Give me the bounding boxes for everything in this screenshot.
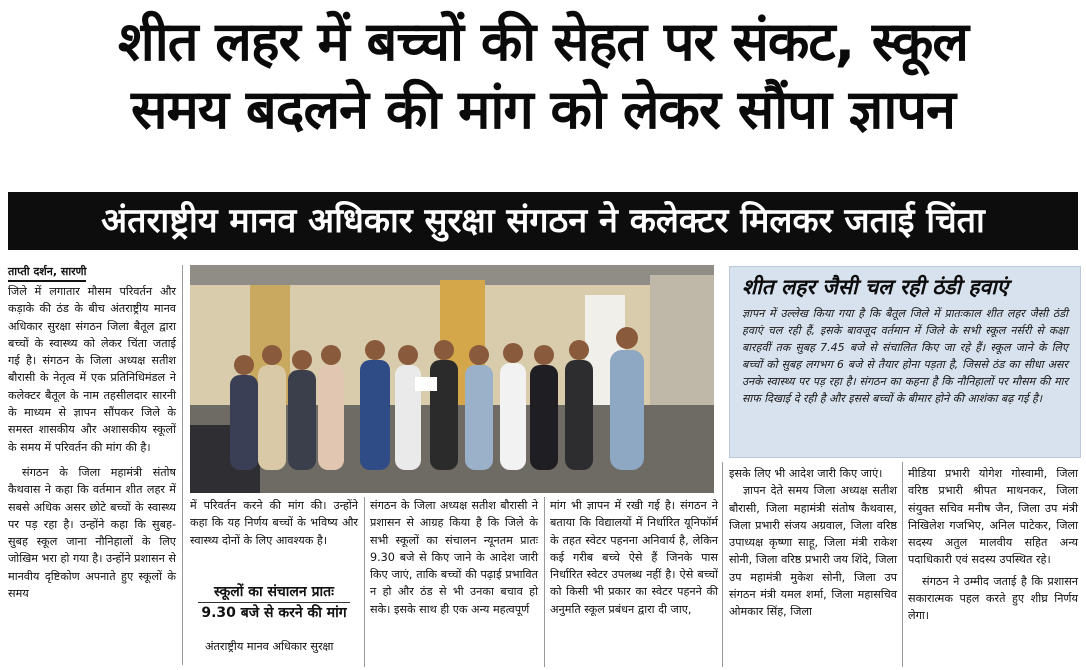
column-divider bbox=[722, 462, 723, 667]
group-photo-illustration bbox=[190, 265, 714, 493]
headline-line-2: समय बदलने की मांग को लेकर सौंपा ज्ञापन bbox=[131, 78, 955, 141]
highlight-box-title: शीत लहर जैसी चल रही ठंडी हवाएं bbox=[742, 275, 1009, 299]
paragraph: इसके लिए भी आदेश जारी किए जाएं। bbox=[729, 467, 883, 480]
paragraph: संगठन ने उम्मीद जताई है कि प्रशासन सकारात्मक पहल करते हुए शीघ्र निर्णय लेगा। bbox=[908, 574, 1078, 623]
subtitle-band: अंतराष्ट्रीय मानव अधिकार सुरक्षा संगठन ने कलेक्टर मिलकर जताई चिंता bbox=[8, 192, 1078, 250]
subhead-line-2: 9.30 बजे से करने की मांग bbox=[201, 605, 347, 621]
column-divider bbox=[364, 497, 365, 667]
article-column-4 bbox=[550, 497, 718, 618]
headline-line-1: शीत लहर में बच्चों की सेहत पर संकट, स्कूल bbox=[118, 10, 968, 73]
group-photo bbox=[190, 265, 714, 493]
section-subhead bbox=[190, 582, 358, 623]
headline bbox=[0, 8, 1086, 144]
article-column-3 bbox=[370, 497, 538, 618]
paragraph: जिले में लगातार मौसम परिवर्तन और कड़ाके की ठंड के बीच अंतराष्ट्रीय मानव अधिकार सुरक्षा संगठन जिला बैतूल द्वारा बच्चों के स्वास्थ्य को लेकर चिंता जताई गई है। संगठन के जिला अध्यक्ष सतीश बौरासी के नेतृत्व में एक प्रतिनिधिमंडल ने कलेक्टर बैतूल के नाम तहसीलदार सारनी के माध्यम से ज्ञापन सौंपकर जिले के समस्त शासकीय और अशासकीय स्कूलों के समय में परिवर्तन की मांग की है। bbox=[8, 285, 176, 454]
highlight-box-body: ज्ञापन में उल्लेख किया गया है कि बैतूल जिले में प्रातःकाल शीत लहर जैसी ठंडी हवाएं चल रही हैं, इसके बावजूद वर्तमान में जिले के सभी स्कूल नर्सरी से कक्षा बारहवीं तक सुबह 7.45 बजे से संचालित किए जा रहे हैं। स्कूल जाने के लिए बच्चों को सुबह लगभग 6 बजे से तैयार होना पड़ता है, जिससे ठंड का सीधा असर उनके स्वास्थ्य पर पड़ रहा है। संगठन का कहना है कि नौनिहालों पर मौसम की मार साफ दिखाई दे रही है और इससे बच्चों के बीमार होने की आशंका बढ़ गई है। bbox=[742, 307, 1068, 405]
paragraph: में परिवर्तन करने की मांग की। उन्होंने कहा कि यह निर्णय बच्चों के भविष्य और स्वास्थ्य दोनों के लिए आवश्यक है। bbox=[190, 499, 358, 547]
paragraph: ज्ञापन देते समय जिला अध्यक्ष सतीश बौरासी, जिला महामंत्री संतोष कैथवास, जिला प्रभारी संजय अग्रवाल, जिला वरिष्ठ उपाध्यक्ष कृष्णा साहू, जिला मंत्री राकेश सोनी, जिला वरिष्ठ प्रभारी जय शिंदे, जिला उप महामंत्री मुकेश सोनी, जिला उप संगठन मंत्री यमल शर्मा, जिला महासचिव ओमकार सिंह, जिला bbox=[729, 484, 897, 619]
column-divider bbox=[182, 265, 183, 665]
paragraph: अंतराष्ट्रीय मानव अधिकार सुरक्षा bbox=[205, 640, 334, 653]
article-column-1 bbox=[8, 283, 176, 602]
dateline: ताप्ती दर्शन, सारणी bbox=[8, 264, 86, 282]
article-column-2-tail bbox=[205, 638, 360, 655]
paragraph: मांग भी ज्ञापन में रखी गई है। संगठन ने बताया कि विद्यालयों में निर्धारित यूनिफॉर्म के तहत स्वेटर पहनना अनिवार्य है, लेकिन कई गरीब बच्चे ऐसे हैं जिनके पास निर्धारित स्वेटर उपलब्ध नहीं है। ऐसे बच्चों को किसी भी प्रकार का स्वेटर पहनने की अनुमति स्कूल प्रबंधन द्वारा दी जाए, bbox=[550, 499, 718, 616]
column-divider bbox=[902, 462, 903, 667]
subhead-line-1: स्कूलों का संचालन प्रातः bbox=[214, 584, 334, 600]
article-column-2 bbox=[190, 497, 358, 549]
paragraph: संगठन के जिला महामंत्री संतोष कैथवास ने कहा कि वर्तमान शीत लहर में सबसे अधिक असर छोटे बच्चों के स्वास्थ्य पर पड़ रहा है। उन्होंने कहा कि सुबह-सुबह स्कूल जाना नौनिहालों के लिए जोखिम भरा हो गया है। उन्होंने प्रशासन से मानवीय दृष्टिकोण अपनाते हुए स्कूलों के समय bbox=[8, 465, 176, 601]
article-column-6 bbox=[908, 465, 1078, 625]
column-divider bbox=[544, 497, 545, 667]
paragraph: संगठन के जिला अध्यक्ष सतीश बौरासी ने प्रशासन से आग्रह किया है कि जिले के सभी स्कूलों का संचालन न्यूनतम प्रातः 9.30 बजे से किए जाने के आदेश जारी किए जाएं, ताकि बच्चों की पढ़ाई प्रभावित न हो और ठंड से भी उनका बचाव हो सके। इसके साथ ही एक अन्य महत्वपूर्ण bbox=[370, 499, 538, 616]
article-column-5 bbox=[729, 465, 897, 621]
paragraph: मीडिया प्रभारी योगेश गोस्वामी, जिला वरिष्ठ प्रभारी श्रीपत माथनकर, जिला संयुक्त सचिव मनीष जैन, जिला उप मंत्री निखिलेश गजभिए, अनिल पाटेकर, जिला सदस्य अतुल मालवीय सहित अन्य पदाधिकारी एवं सदस्य उपस्थित रहे। bbox=[908, 467, 1078, 567]
highlight-box bbox=[729, 266, 1081, 458]
